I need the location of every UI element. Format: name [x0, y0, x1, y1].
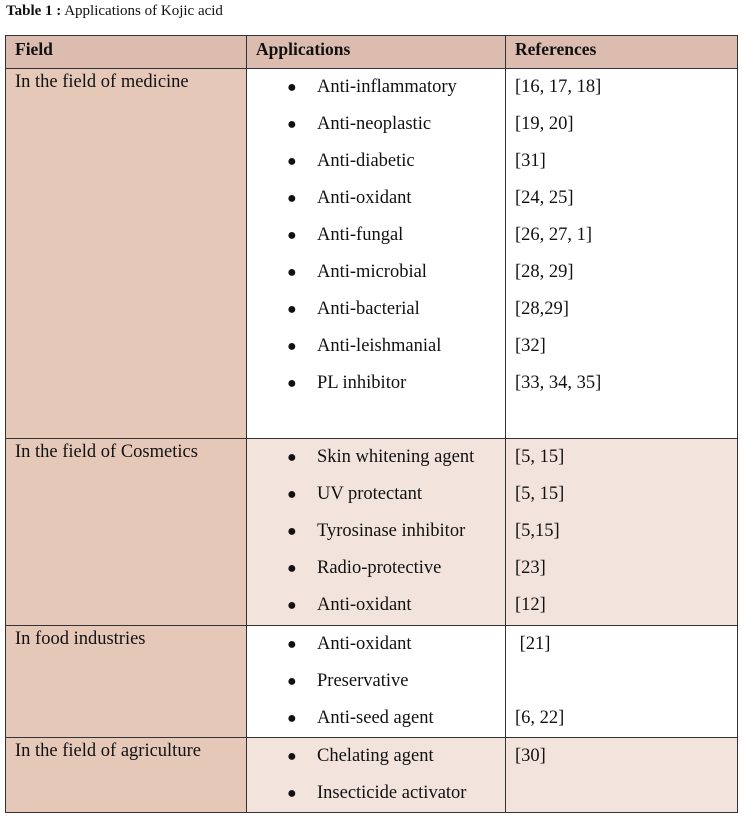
- reference-text: [19, 20]: [515, 114, 574, 134]
- reference-text: [16, 17, 18]: [515, 77, 602, 97]
- list-item: [247, 217, 505, 254]
- application-label: Anti-microbial: [317, 262, 427, 282]
- reference-text: [6, 22]: [515, 708, 565, 728]
- list-item: [247, 587, 505, 624]
- application-label: Anti-fungal: [317, 225, 404, 245]
- application-label: Anti-seed agent: [317, 708, 434, 728]
- caption-text: Applications of Kojic acid: [61, 3, 223, 19]
- reference-text: [32]: [515, 336, 546, 356]
- bullet-icon: ●: [287, 338, 297, 355]
- reference-text: [5,15]: [515, 521, 560, 541]
- application-label: Anti-oxidant: [317, 595, 412, 615]
- reference-text: [28, 29]: [515, 262, 574, 282]
- application-label: Anti-inflammatory: [317, 77, 457, 97]
- bullet-icon: ●: [287, 785, 297, 802]
- table-row: [6, 69, 738, 439]
- field-cell: In food industries: [6, 626, 247, 738]
- bullet-icon: ●: [287, 79, 297, 96]
- list-item: [247, 439, 505, 476]
- field-cell: In the field of medicine: [6, 69, 247, 439]
- application-label: PL inhibitor: [317, 373, 407, 393]
- applications-list: [247, 738, 505, 812]
- reference-text: [5, 15]: [515, 484, 565, 504]
- reference-text: [24, 25]: [515, 188, 574, 208]
- reference-text: [30]: [515, 746, 546, 766]
- applications-cell: [247, 439, 506, 626]
- bullet-icon: ●: [287, 710, 297, 727]
- bullet-icon: ●: [287, 264, 297, 281]
- reference-text: [515, 663, 737, 700]
- table-row: [6, 626, 738, 738]
- list-item: [247, 550, 505, 587]
- list-item: [247, 180, 505, 217]
- field-cell: In the field of Cosmetics: [6, 439, 247, 626]
- application-label: UV protectant: [317, 484, 422, 504]
- bullet-icon: ●: [287, 227, 297, 244]
- applications-cell: [247, 69, 506, 439]
- list-item: [247, 291, 505, 328]
- reference-text: [23]: [515, 558, 546, 578]
- bullet-icon: ●: [287, 301, 297, 318]
- references-cell: [506, 626, 738, 738]
- application-label: Chelating agent: [317, 746, 434, 766]
- bullet-icon: ●: [287, 449, 297, 466]
- application-label: Anti-diabetic: [317, 151, 415, 171]
- header-applications: Applications: [247, 36, 506, 69]
- reference-text: [12]: [515, 595, 546, 615]
- applications-cell: [247, 738, 506, 813]
- header-row: [6, 36, 738, 69]
- reference-text: [26, 27, 1]: [515, 225, 593, 245]
- bullet-icon: ●: [287, 116, 297, 133]
- application-label: Preservative: [317, 671, 409, 691]
- application-label: Anti-bacterial: [317, 299, 420, 319]
- bullet-icon: ●: [287, 486, 297, 503]
- list-item: [247, 626, 505, 663]
- table-row: [6, 439, 738, 626]
- header-references: References: [506, 36, 738, 69]
- applications-cell: [247, 626, 506, 738]
- application-label: Skin whitening agent: [317, 447, 475, 467]
- references-cell: [506, 738, 738, 813]
- bullet-icon: ●: [287, 375, 297, 392]
- bullet-icon: ●: [287, 560, 297, 577]
- application-label: Anti-leishmanial: [317, 336, 442, 356]
- bullet-icon: ●: [287, 748, 297, 765]
- reference-text: [21]: [515, 634, 551, 654]
- table-row: [6, 738, 738, 813]
- bullet-icon: ●: [287, 597, 297, 614]
- bullet-icon: ●: [287, 673, 297, 690]
- list-item: [247, 775, 505, 812]
- bullet-icon: ●: [287, 190, 297, 207]
- application-label: Anti-oxidant: [317, 634, 412, 654]
- reference-text: [28,29]: [515, 299, 569, 319]
- references-cell: [506, 439, 738, 626]
- reference-text: [515, 775, 737, 812]
- list-item: [247, 365, 505, 402]
- list-item: [247, 476, 505, 513]
- applications-list: [247, 439, 505, 624]
- application-label: Tyrosinase inhibitor: [317, 521, 466, 541]
- list-item: [247, 700, 505, 737]
- application-label: Insecticide activator: [317, 783, 467, 803]
- list-item: [247, 69, 505, 106]
- applications-list: [247, 626, 505, 737]
- bullet-icon: ●: [287, 523, 297, 540]
- list-item: [247, 143, 505, 180]
- application-label: Radio-protective: [317, 558, 442, 578]
- list-item: [247, 513, 505, 550]
- reference-text: [5, 15]: [515, 447, 565, 467]
- bullet-icon: ●: [287, 636, 297, 653]
- applications-list: [247, 69, 505, 402]
- header-field: Field: [6, 36, 247, 69]
- list-item: [247, 106, 505, 143]
- list-item: [247, 254, 505, 291]
- list-item: [247, 738, 505, 775]
- application-label: Anti-neoplastic: [317, 114, 432, 134]
- references-cell: [506, 69, 738, 439]
- field-cell: In the field of agriculture: [6, 738, 247, 813]
- table-caption: [6, 3, 223, 20]
- application-label: Anti-oxidant: [317, 188, 412, 208]
- reference-text: [31]: [515, 151, 546, 171]
- list-item: [247, 663, 505, 700]
- list-item: [247, 328, 505, 365]
- applications-table: [5, 35, 738, 813]
- reference-text: [33, 34, 35]: [515, 373, 602, 393]
- caption-label: Table 1 :: [6, 3, 62, 19]
- bullet-icon: ●: [287, 153, 297, 170]
